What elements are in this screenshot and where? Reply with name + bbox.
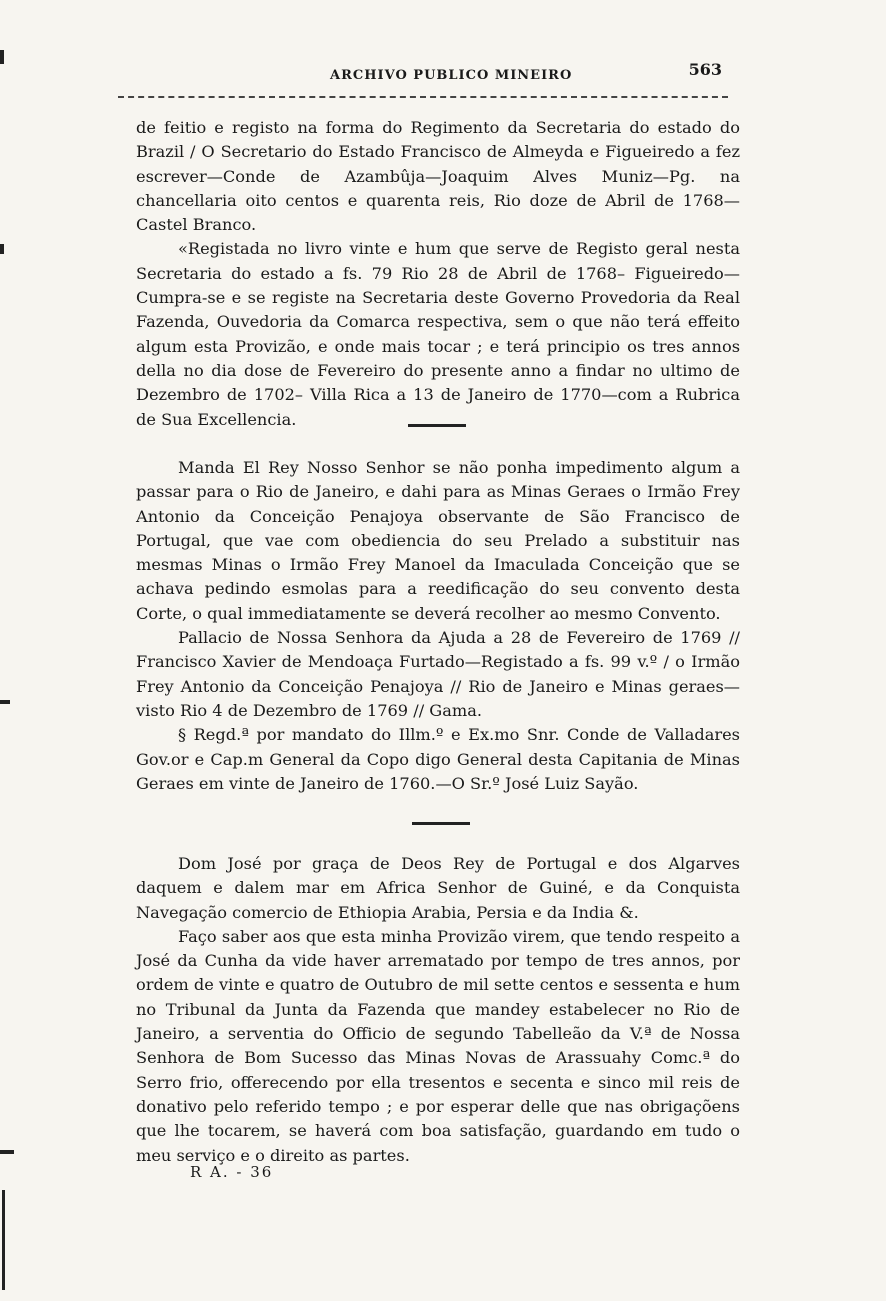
signature-mark: R A. - 36	[190, 1163, 274, 1181]
running-title: ARCHIVO PUBLICO MINEIRO	[330, 68, 573, 83]
scan-mark	[0, 700, 10, 704]
paragraph: «Registada no livro vinte e hum que serve de Registo geral nesta Secretaria do estado a fs. 79 Rio 28 de Abril de 1768– Figueiredo—Cumpra-se e se registe na Secretaria deste Governo Provedoria da Real Fazenda, Ouvedoria da Comarca respectiva, sem o que não terá effeito algum esta Provizão, e onde mais tocar ; e terá principio os tres annos della no dia dose de Fevereiro do presente anno a findar no ultimo de Dezembro de 1702– Villa Rica a 13 de Janeiro de 1770—com a Rubrica de Sua Excellencia.	[136, 239, 740, 429]
section-3	[136, 852, 740, 1168]
section-1	[136, 116, 740, 432]
header-rule	[118, 96, 728, 98]
page-header	[130, 58, 730, 88]
page-number: 563	[688, 60, 722, 79]
scan-mark	[0, 50, 4, 64]
section-divider	[408, 424, 466, 427]
scan-mark	[0, 1150, 14, 1154]
paragraph: Manda El Rey Nosso Senhor se não ponha impedimento algum a passar para o Rio de Janeiro, e dahi para as Minas Geraes o Irmão Frey Antonio da Conceição Penajoya observante de São Francisco de Portugal, que vae com obediencia do seu Prelado a substituir nas mesmas Minas o Irmão Frey Manoel da Imaculada Conceição que se achava pedindo esmolas para a reedificação do seu convento desta Corte, o qual immediatamente se deverá recolher ao mesmo Convento.	[136, 458, 740, 623]
scan-mark	[2, 1190, 5, 1290]
paragraph: Faço saber aos que esta minha Provizão virem, que tendo respeito a José da Cunha da vide haver arrematado por tempo de tres annos, por ordem de vinte e quatro de Outubro de mil sette centos e sessenta e hum no Tribunal da Junta da Fazenda que mandey estabelecer no Rio de Janeiro, a serventia do Officio de segundo Tabelleão da V.ª de Nossa Senhora de Bom Sucesso das Minas Novas de Arassuahy Comc.ª do Serro frio, offerecendo por ella tresentos e secenta e sinco mil reis de donativo pelo referido tempo ; e por esperar delle que nas obrigaçõens que lhe tocarem, se haverá com boa satisfação, guardando em tudo o meu serviço e o direito as partes.	[136, 926, 740, 1165]
paragraph: § Regd.ª por mandato do Illm.º e Ex.mo Snr. Conde de Valladares Gov.or e Cap.m General da Copo digo General desta Capitania de Minas Geraes em vinte de Janeiro de 1760.—O Sr.º José Luiz Sayão.	[136, 725, 740, 793]
section-divider	[412, 822, 470, 825]
scan-mark	[0, 244, 4, 254]
section-2	[136, 456, 740, 796]
paragraph: de feitio e registo na forma do Regimento da Secretaria do estado do Brazil / O Secretario do Estado Francisco de Almeyda e Figueiredo a fez escrever—Conde de Azambûja—Joaquim Alves Muniz—Pg. na chancellaria oito centos e quarenta reis, Rio doze de Abril de 1768—Castel Branco.	[136, 118, 740, 235]
paragraph: Dom José por graça de Deos Rey de Portugal e dos Algarves daquem e dalem mar em Africa Senhor de Guiné, e da Conquista Navegação comercio de Ethiopia Arabia, Persia e da India &.	[136, 854, 740, 922]
paragraph: Pallacio de Nossa Senhora da Ajuda a 28 de Fevereiro de 1769 // Francisco Xavier de Mendoaça Furtado—Registado a fs. 99 v.º / o Irmão Frey Antonio da Conceição Penajoya // Rio de Janeiro e Minas geraes—visto Rio 4 de Dezembro de 1769 // Gama.	[136, 628, 740, 720]
